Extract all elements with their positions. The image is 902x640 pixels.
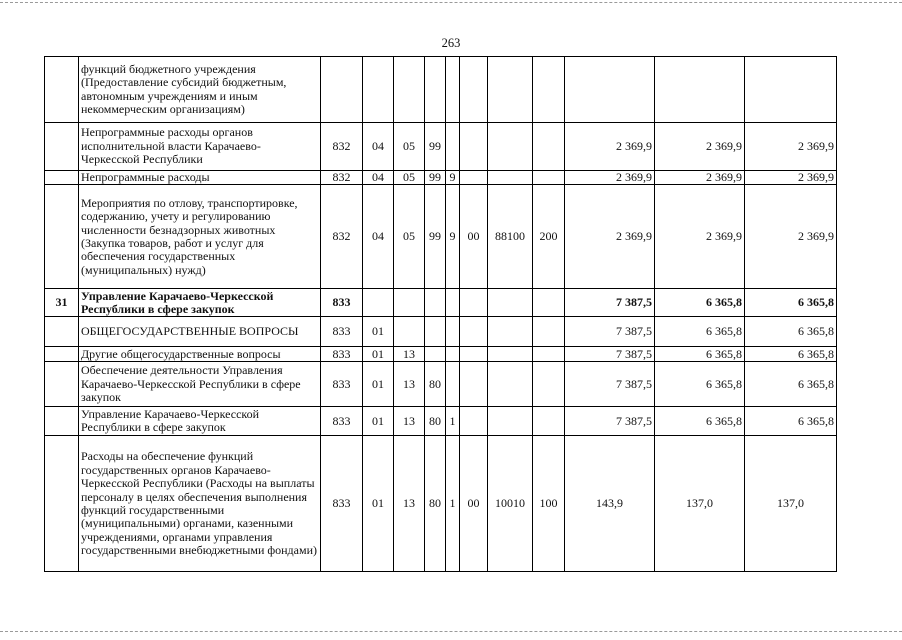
type-code [533, 57, 565, 123]
row-number [45, 436, 79, 572]
table-row [45, 317, 837, 347]
expense-code [488, 123, 533, 171]
table-row [45, 289, 837, 317]
admin-code: 832 [321, 171, 363, 185]
section-code [363, 289, 394, 317]
type-code: 100 [533, 436, 565, 572]
amount-year-3: 6 365,8 [745, 362, 837, 407]
amount-year-2: 6 365,8 [655, 289, 745, 317]
section-code: 01 [363, 347, 394, 362]
subsection-code: 13 [394, 436, 425, 572]
row-number [45, 171, 79, 185]
subsection-code: 05 [394, 185, 425, 289]
direction-code: 00 [460, 185, 488, 289]
type-code: 200 [533, 185, 565, 289]
subsection-code: 13 [394, 407, 425, 436]
amount-year-3: 6 365,8 [745, 289, 837, 317]
section-code: 01 [363, 407, 394, 436]
row-number [45, 347, 79, 362]
section-code: 04 [363, 123, 394, 171]
section-code: 01 [363, 362, 394, 407]
subprogram-code [446, 289, 460, 317]
amount-year-2: 2 369,9 [655, 123, 745, 171]
amount-year-3: 137,0 [745, 436, 837, 572]
amount-year-2: 6 365,8 [655, 407, 745, 436]
amount-year-2: 6 365,8 [655, 362, 745, 407]
admin-code: 833 [321, 289, 363, 317]
subsection-code: 05 [394, 123, 425, 171]
type-code [533, 317, 565, 347]
row-name: Другие общегосударственные вопросы [79, 347, 321, 362]
section-code: 01 [363, 436, 394, 572]
section-code [363, 57, 394, 123]
row-number [45, 185, 79, 289]
amount-year-3: 6 365,8 [745, 407, 837, 436]
expense-code [488, 57, 533, 123]
subprogram-code [446, 347, 460, 362]
table-body [45, 57, 837, 572]
admin-code: 833 [321, 362, 363, 407]
program-code: 80 [425, 407, 446, 436]
subprogram-code [446, 317, 460, 347]
table-row [45, 185, 837, 289]
subprogram-code: 9 [446, 171, 460, 185]
amount-year-2: 6 365,8 [655, 317, 745, 347]
type-code [533, 407, 565, 436]
amount-year-2: 2 369,9 [655, 171, 745, 185]
budget-table [44, 56, 837, 572]
expense-code [488, 407, 533, 436]
page-number: 263 [441, 36, 461, 50]
row-number [45, 123, 79, 171]
table-row [45, 362, 837, 407]
admin-code: 833 [321, 407, 363, 436]
program-code: 99 [425, 185, 446, 289]
table-row [45, 407, 837, 436]
subsection-code: 13 [394, 347, 425, 362]
expense-code [488, 347, 533, 362]
amount-year-1: 7 387,5 [565, 317, 655, 347]
program-code [425, 289, 446, 317]
program-code [425, 317, 446, 347]
direction-code [460, 289, 488, 317]
row-name: Непрограммные расходы органов исполнительной власти Карачаево-Черкесской Республики [79, 123, 321, 171]
admin-code: 833 [321, 347, 363, 362]
program-code: 80 [425, 436, 446, 572]
type-code [533, 347, 565, 362]
program-code: 99 [425, 171, 446, 185]
direction-code [460, 407, 488, 436]
expense-code: 88100 [488, 185, 533, 289]
amount-year-2: 2 369,9 [655, 185, 745, 289]
section-code: 04 [363, 171, 394, 185]
amount-year-3: 2 369,9 [745, 185, 837, 289]
subsection-code [394, 317, 425, 347]
amount-year-1: 2 369,9 [565, 123, 655, 171]
amount-year-1: 143,9 [565, 436, 655, 572]
row-number [45, 317, 79, 347]
amount-year-2: 6 365,8 [655, 347, 745, 362]
subprogram-code [446, 123, 460, 171]
row-name: Расходы на обеспечение функций государственных органов Карачаево-Черкесской Республики (Расходы на выплаты персоналу в целях обеспечения выполнения функций государственными (муниципальными) органами, казенными учреждениями, органами управления государственными внебюджетными фондами) [79, 436, 321, 572]
direction-code [460, 171, 488, 185]
program-code [425, 57, 446, 123]
row-number [45, 407, 79, 436]
row-name: Мероприятия по отлову, транспортировке, содержанию, учету и регулированию численности безнадзорных животных (Закупка товаров, работ и услуг для обеспечения государственных (муниципальных) нужд) [79, 185, 321, 289]
direction-code [460, 347, 488, 362]
amount-year-2: 137,0 [655, 436, 745, 572]
section-code: 04 [363, 185, 394, 289]
row-name: Управление Карачаево-Черкесской Республики в сфере закупок [79, 289, 321, 317]
table-row [45, 57, 837, 123]
direction-code [460, 317, 488, 347]
section-code: 01 [363, 317, 394, 347]
program-code: 99 [425, 123, 446, 171]
type-code [533, 362, 565, 407]
subprogram-code: 9 [446, 185, 460, 289]
type-code [533, 171, 565, 185]
subsection-code [394, 57, 425, 123]
row-number: 31 [45, 289, 79, 317]
direction-code [460, 123, 488, 171]
scan-bottom-edge [0, 631, 902, 632]
subprogram-code [446, 57, 460, 123]
table-row [45, 171, 837, 185]
admin-code: 832 [321, 123, 363, 171]
amount-year-3: 2 369,9 [745, 123, 837, 171]
row-name: функций бюджетного учреждения (Предоставление субсидий бюджетным, автономным учреждениям и иным некоммерческим организациям) [79, 57, 321, 123]
row-name: ОБЩЕГОСУДАРСТВЕННЫЕ ВОПРОСЫ [79, 317, 321, 347]
type-code [533, 123, 565, 171]
subsection-code [394, 289, 425, 317]
direction-code: 00 [460, 436, 488, 572]
type-code [533, 289, 565, 317]
table-row [45, 347, 837, 362]
expense-code [488, 317, 533, 347]
amount-year-3: 6 365,8 [745, 347, 837, 362]
amount-year-3 [745, 57, 837, 123]
row-name: Непрограммные расходы [79, 171, 321, 185]
subsection-code: 05 [394, 171, 425, 185]
admin-code [321, 57, 363, 123]
row-name: Обеспечение деятельности Управления Карачаево-Черкесской Республики в сфере закупок [79, 362, 321, 407]
amount-year-1: 2 369,9 [565, 185, 655, 289]
amount-year-1: 7 387,5 [565, 407, 655, 436]
expense-code [488, 171, 533, 185]
program-code [425, 347, 446, 362]
row-name: Управление Карачаево-Черкесской Республики в сфере закупок [79, 407, 321, 436]
program-code: 80 [425, 362, 446, 407]
amount-year-1: 2 369,9 [565, 171, 655, 185]
admin-code: 833 [321, 317, 363, 347]
table-row [45, 123, 837, 171]
amount-year-3: 2 369,9 [745, 171, 837, 185]
table-row [45, 436, 837, 572]
direction-code [460, 362, 488, 407]
subprogram-code [446, 362, 460, 407]
amount-year-1: 7 387,5 [565, 289, 655, 317]
admin-code: 833 [321, 436, 363, 572]
amount-year-1: 7 387,5 [565, 362, 655, 407]
row-number [45, 362, 79, 407]
expense-code: 10010 [488, 436, 533, 572]
admin-code: 832 [321, 185, 363, 289]
scan-top-edge [0, 2, 902, 3]
row-number [45, 57, 79, 123]
expense-code [488, 289, 533, 317]
amount-year-1: 7 387,5 [565, 347, 655, 362]
amount-year-1 [565, 57, 655, 123]
subprogram-code: 1 [446, 436, 460, 572]
expense-code [488, 362, 533, 407]
amount-year-3: 6 365,8 [745, 317, 837, 347]
subsection-code: 13 [394, 362, 425, 407]
direction-code [460, 57, 488, 123]
amount-year-2 [655, 57, 745, 123]
subprogram-code: 1 [446, 407, 460, 436]
